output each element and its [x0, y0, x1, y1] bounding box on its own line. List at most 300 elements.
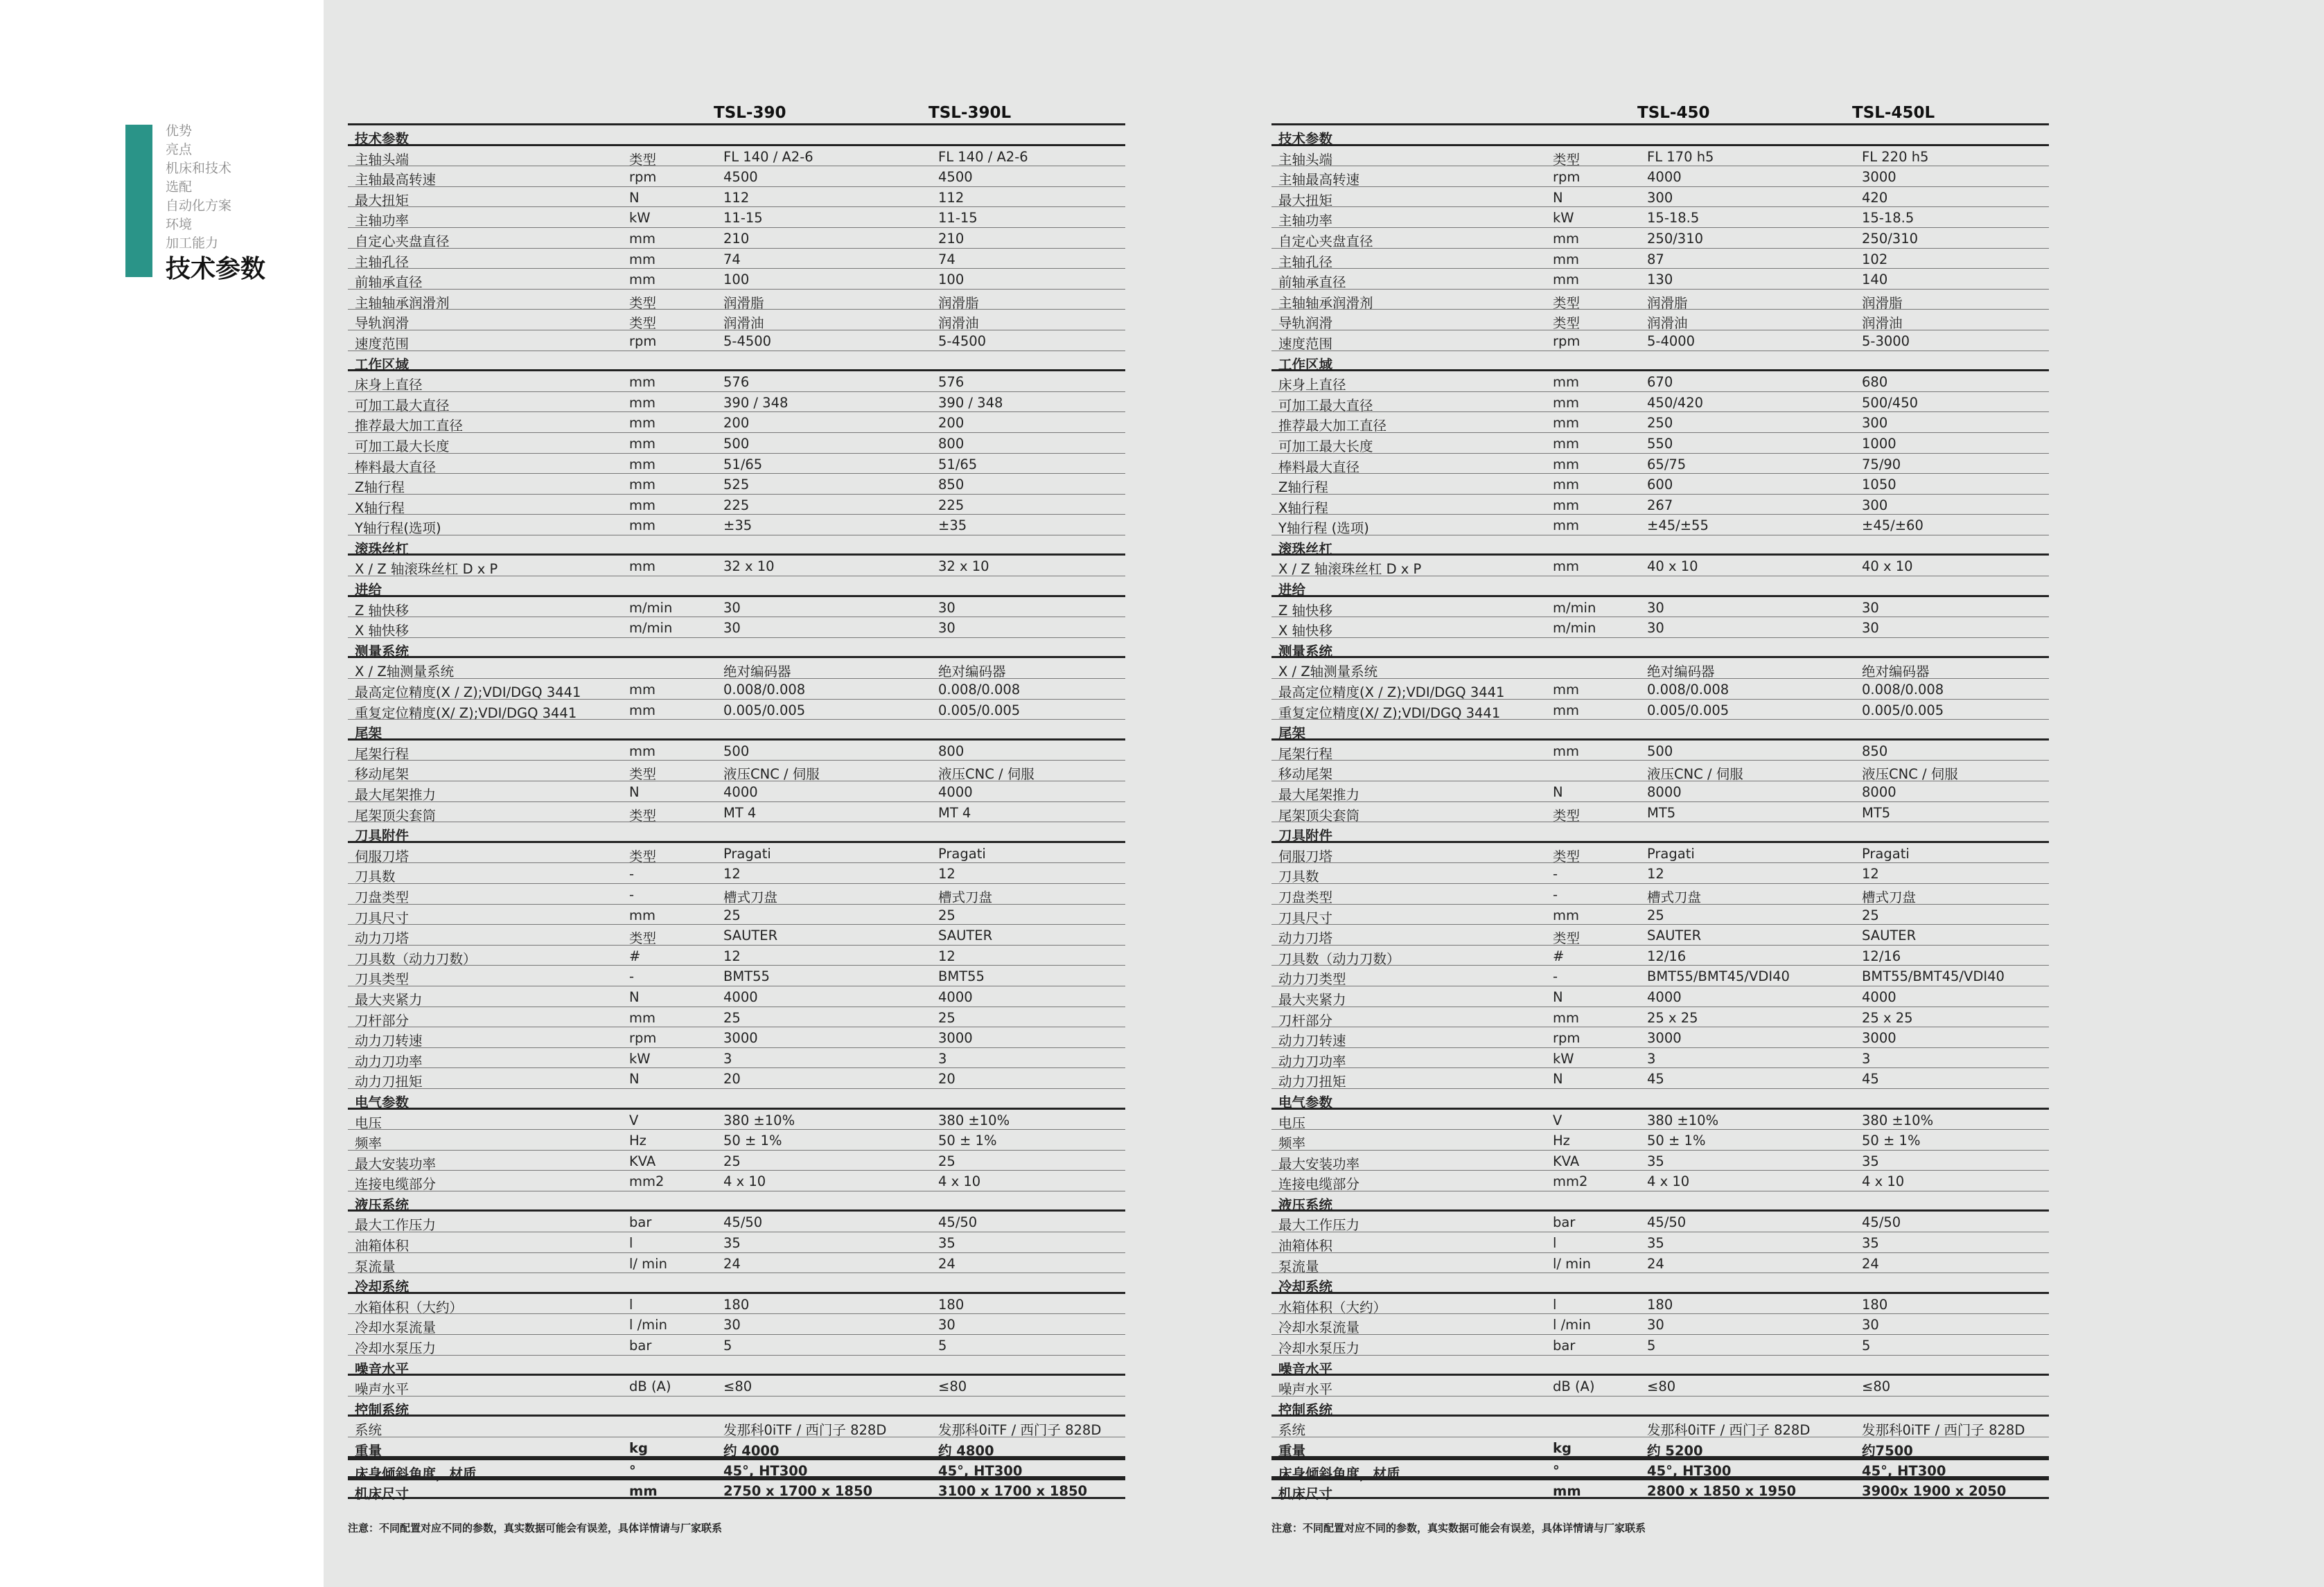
spec-row: [1271, 269, 2049, 290]
param-name: 床身上直径: [355, 377, 423, 393]
param-value-1: 45: [1647, 1071, 1664, 1088]
param-value-1: 3000: [1647, 1030, 1682, 1047]
nav-item-advantages[interactable]: 优势: [166, 123, 193, 139]
param-value-1: 50 ± 1%: [1647, 1133, 1706, 1149]
param-value-1: ≤80: [723, 1378, 752, 1395]
param-value-2: 420: [1862, 189, 1888, 206]
param-value-1: 5: [723, 1338, 732, 1354]
param-name: 尾架顶尖套筒: [1278, 807, 1360, 824]
spec-row: [1271, 700, 2049, 720]
param-name: Z 轴快移: [1278, 602, 1333, 619]
param-unit: kW: [629, 1050, 651, 1067]
param-value-1: 112: [723, 189, 750, 206]
param-name: 重量: [1278, 1443, 1306, 1459]
section-header-row: [1271, 535, 2049, 556]
param-name: 移动尾架: [355, 766, 410, 783]
param-value-2: 850: [1862, 743, 1888, 759]
param-value-2: 30: [1862, 1317, 1879, 1333]
param-value-1: MT 4: [723, 804, 757, 821]
param-value-2: 约 4800: [938, 1443, 994, 1459]
spec-row: [348, 1212, 1125, 1232]
param-value-1: 45°, HT300: [1647, 1462, 1732, 1479]
param-value-2: 380 ±10%: [938, 1112, 1010, 1128]
param-unit: dB (A): [629, 1378, 671, 1395]
param-value-1: 润滑脂: [1647, 294, 1688, 311]
spec-row: [1271, 146, 2049, 167]
param-value-1: 130: [1647, 272, 1673, 288]
spec-row: [348, 1171, 1125, 1191]
param-value-2: 680: [1862, 374, 1888, 391]
spec-row: [1271, 679, 2049, 700]
param-name: 测量系统: [355, 643, 410, 659]
param-value-2: 30: [938, 599, 956, 616]
nav-item-specs-active[interactable]: 技术参数: [166, 255, 266, 283]
param-unit: l: [1553, 1235, 1557, 1252]
spec-row: [348, 166, 1125, 187]
param-value-2: 8000: [1862, 784, 1896, 800]
section-header-row: [1271, 125, 2049, 146]
param-value-1: 210: [723, 230, 750, 247]
param-name: 最高定位精度(X / Z);VDI/DGQ 3441: [1278, 684, 1505, 701]
param-unit: -: [1553, 866, 1558, 883]
param-value-2: 12/16: [1862, 948, 1901, 964]
spec-row: [1271, 617, 2049, 638]
param-name: 主轴孔径: [1278, 254, 1333, 270]
spec-row: [348, 761, 1125, 781]
param-value-1: 0.005/0.005: [723, 702, 806, 718]
param-name: 最大夹紧力: [1278, 991, 1346, 1008]
param-value-1: 25: [723, 1009, 741, 1026]
spec-table-tsl-450: [1271, 101, 2049, 1502]
spec-row: [1271, 249, 2049, 269]
param-value-2: ±45/±60: [1862, 517, 1924, 534]
spec-row: [1271, 863, 2049, 884]
param-value-1: 润滑油: [1647, 315, 1688, 332]
param-name: 导轨润滑: [1278, 315, 1333, 332]
section-header-row: [1271, 1458, 2049, 1482]
param-unit: mm: [1553, 435, 1579, 452]
param-value-1: 500: [1647, 743, 1673, 759]
param-name: 刀具附件: [1278, 828, 1333, 844]
param-value-2: 4 x 10: [938, 1173, 981, 1190]
spec-row: [348, 1232, 1125, 1253]
param-value-1: BMT55: [723, 968, 770, 985]
param-value-2: 30: [938, 1317, 956, 1333]
nav-item-highlights[interactable]: 亮点: [166, 142, 193, 157]
param-value-1: 380 ±10%: [1647, 1112, 1719, 1128]
param-unit: N: [629, 189, 640, 206]
param-name: 尾架顶尖套筒: [355, 807, 437, 824]
param-value-1: 576: [723, 374, 750, 391]
param-value-2: 5-3000: [1862, 333, 1910, 349]
param-value-1: 30: [1647, 1317, 1664, 1333]
param-value-2: 绝对编码器: [938, 664, 1006, 680]
param-value-2: 4000: [938, 988, 973, 1005]
param-value-2: 75/90: [1862, 456, 1901, 472]
param-name: 动力刀功率: [1278, 1053, 1346, 1070]
param-name: 床身上直径: [1278, 377, 1346, 393]
spec-row: [348, 905, 1125, 925]
param-unit: N: [1553, 189, 1563, 206]
section-header-row: [1271, 1437, 2049, 1458]
param-unit: 类型: [629, 151, 657, 168]
param-unit: mm: [629, 272, 655, 288]
param-name: Z 轴快移: [355, 602, 410, 619]
param-unit: -: [629, 886, 635, 903]
param-name: 最大工作压力: [355, 1217, 437, 1234]
spec-row: [1271, 925, 2049, 946]
param-value-1: ±35: [723, 517, 752, 534]
spec-row: [348, 986, 1125, 1007]
spec-row: [1271, 1130, 2049, 1151]
spec-row: [348, 1335, 1125, 1356]
param-name: 系统: [355, 1422, 382, 1439]
nav-item-automation[interactable]: 自动化方案: [166, 198, 232, 213]
param-value-1: 润滑脂: [723, 294, 764, 311]
param-value-2: 0.005/0.005: [938, 702, 1021, 718]
spec-row: [348, 1294, 1125, 1315]
param-name: 主轴头端: [355, 151, 410, 168]
param-unit: mm: [1553, 477, 1579, 493]
param-value-2: 液压CNC / 伺服: [1862, 766, 1958, 783]
param-unit: mm: [629, 702, 655, 718]
param-name: 频率: [355, 1135, 382, 1152]
spec-row: [1271, 474, 2049, 495]
param-value-2: 30: [1862, 620, 1879, 637]
spec-row: [348, 1007, 1125, 1028]
param-value-2: SAUTER: [938, 928, 993, 944]
param-name: Y轴行程(选项): [355, 520, 441, 537]
param-value-2: 发那科0iTF / 西门子 828D: [1862, 1422, 2025, 1439]
spec-row: [1271, 207, 2049, 228]
param-value-1: 15-18.5: [1647, 210, 1700, 227]
param-name: 进给: [355, 582, 382, 599]
param-name: 液压系统: [355, 1196, 410, 1213]
param-value-2: 25: [1862, 907, 1879, 923]
param-value-1: 3: [1647, 1050, 1656, 1067]
param-value-1: 45/50: [723, 1214, 763, 1231]
spec-row: [348, 515, 1125, 535]
param-unit: -: [1553, 886, 1558, 903]
param-value-2: 润滑脂: [938, 294, 979, 311]
spec-row: [1271, 843, 2049, 864]
spec-row: [348, 617, 1125, 638]
param-value-2: 3000: [938, 1030, 973, 1047]
model-header: [1271, 101, 2049, 123]
param-value-2: 绝对编码器: [1862, 664, 1930, 680]
param-name: 进给: [1278, 582, 1306, 599]
param-unit: l/ min: [629, 1255, 667, 1272]
param-value-2: 74: [938, 251, 956, 267]
param-unit: mm: [1553, 230, 1579, 247]
param-name: 刀具数: [1278, 869, 1319, 885]
param-name: X 轴快移: [1278, 623, 1333, 639]
param-name: 最大尾架推力: [1278, 787, 1360, 803]
param-name: 伺服刀塔: [355, 848, 410, 865]
param-unit: mm: [1553, 272, 1579, 288]
param-value-2: 30: [1862, 599, 1879, 616]
param-name: 动力刀转速: [355, 1033, 423, 1049]
param-value-2: 3000: [1862, 169, 1896, 186]
param-name: 水箱体积（大约）: [355, 1299, 464, 1315]
param-value-2: 200: [938, 415, 965, 432]
param-unit: mm: [629, 456, 655, 472]
spec-row: [348, 884, 1125, 905]
param-unit: rpm: [1553, 333, 1581, 349]
param-name: 液压系统: [1278, 1196, 1333, 1213]
param-unit: mm: [629, 394, 655, 411]
param-value-1: SAUTER: [1647, 928, 1702, 944]
spec-row: [1271, 884, 2049, 905]
spec-row: [1271, 1417, 2049, 1437]
nav-item-options[interactable]: 选配: [166, 179, 193, 195]
param-value-2: 32 x 10: [938, 558, 989, 575]
param-value-1: 5: [1647, 1338, 1656, 1354]
param-value-1: BMT55/BMT45/VDI40: [1647, 968, 1790, 985]
param-unit: -: [1553, 968, 1558, 985]
spec-row: [348, 146, 1125, 167]
section-header-row: [1271, 1273, 2049, 1294]
footnote: 注意：不同配置对应不同的参数，真实数据可能会有误差，具体详情请与厂家联系: [348, 1522, 723, 1534]
param-unit: l: [1553, 1296, 1557, 1313]
param-value-1: 267: [1647, 497, 1673, 513]
param-value-1: 0.008/0.008: [1647, 682, 1729, 698]
param-name: 最高定位精度(X / Z);VDI/DGQ 3441: [355, 684, 581, 701]
param-unit: Hz: [629, 1133, 646, 1149]
param-value-1: 4 x 10: [723, 1173, 766, 1190]
param-value-1: 12: [723, 866, 741, 883]
param-name: 伺服刀塔: [1278, 848, 1333, 865]
nav-item-machine-tech[interactable]: 机床和技术: [166, 161, 232, 176]
param-name: 最大扭矩: [1278, 192, 1333, 209]
param-name: Z轴行程: [355, 479, 405, 496]
spec-row: [1271, 556, 2049, 576]
spec-row: [1271, 392, 2049, 413]
param-value-2: 45°, HT300: [1862, 1462, 1946, 1479]
param-value-2: BMT55: [938, 968, 985, 985]
param-value-1: 4500: [723, 169, 758, 186]
spec-row: [348, 392, 1125, 413]
spec-row: [348, 1253, 1125, 1274]
param-value-2: 3900x 1900 x 2050: [1862, 1483, 2007, 1500]
param-value-1: 35: [1647, 1235, 1664, 1252]
spec-row: [1271, 1151, 2049, 1171]
param-unit: kg: [1553, 1440, 1572, 1456]
param-unit: rpm: [629, 1030, 657, 1047]
spec-row: [1271, 515, 2049, 535]
param-name: 测量系统: [1278, 643, 1333, 659]
param-value-2: 液压CNC / 伺服: [938, 766, 1035, 783]
param-name: 冷却系统: [355, 1279, 410, 1295]
param-unit: m/min: [1553, 620, 1596, 637]
param-unit: #: [629, 948, 641, 964]
section-header-row: [348, 351, 1125, 372]
param-unit: m/min: [1553, 599, 1596, 616]
param-name: 最大夹紧力: [355, 991, 423, 1008]
param-value-2: 140: [1862, 272, 1888, 288]
param-value-2: 20: [938, 1071, 956, 1088]
spec-row: [348, 290, 1125, 310]
spec-row: [1271, 986, 2049, 1007]
param-value-2: 11-15: [938, 210, 978, 227]
spec-row: [1271, 658, 2049, 679]
param-value-2: 12: [1862, 866, 1879, 883]
nav-item-environment[interactable]: 环境: [166, 217, 193, 232]
param-name: 移动尾架: [1278, 766, 1333, 783]
param-name: 前轴承直径: [1278, 274, 1346, 291]
param-name: 滚珠丝杠: [1278, 540, 1333, 557]
param-unit: 类型: [1553, 151, 1581, 168]
param-name: 工作区域: [355, 356, 410, 373]
spec-row: [1271, 802, 2049, 823]
param-value-2: 30: [938, 620, 956, 637]
param-value-2: 4 x 10: [1862, 1173, 1905, 1190]
param-value-2: 约7500: [1862, 1443, 1913, 1459]
param-unit: 类型: [629, 766, 657, 783]
param-value-2: 800: [938, 435, 965, 452]
param-value-1: 0.008/0.008: [723, 682, 806, 698]
spec-row: [348, 1417, 1125, 1437]
param-name: 导轨润滑: [355, 315, 410, 332]
param-name: 冷却系统: [1278, 1279, 1333, 1295]
param-name: X / Z 轴滚珠丝杠 D x P: [1278, 561, 1422, 578]
param-value-1: 发那科0iTF / 西门子 828D: [1647, 1422, 1811, 1439]
section-header-row: [348, 1458, 1125, 1482]
param-name: 刀具数（动力刀数）: [355, 950, 477, 967]
param-value-2: 300: [1862, 497, 1888, 513]
param-value-1: 30: [723, 599, 741, 616]
param-unit: kW: [629, 210, 651, 227]
param-value-1: 25 x 25: [1647, 1009, 1698, 1026]
param-unit: m/min: [629, 599, 673, 616]
param-unit: mm: [629, 230, 655, 247]
nav-item-capability[interactable]: 加工能力: [166, 236, 219, 251]
param-value-2: 25: [938, 1009, 956, 1026]
section-header-row: [1271, 1397, 2049, 1417]
spec-row: [348, 187, 1125, 208]
spec-row: [1271, 741, 2049, 761]
spec-row: [1271, 1376, 2049, 1397]
spec-row: [348, 1376, 1125, 1397]
param-value-1: 2750 x 1700 x 1850: [723, 1483, 873, 1500]
param-name: 动力刀扭矩: [1278, 1074, 1346, 1090]
param-value-1: 4000: [723, 784, 758, 800]
param-value-2: 250/310: [1862, 230, 1919, 247]
param-value-2: 润滑油: [1862, 315, 1903, 332]
param-unit: 类型: [1553, 807, 1581, 824]
param-unit: mm: [629, 497, 655, 513]
spec-row: [348, 330, 1125, 351]
param-name: X轴行程: [1278, 499, 1328, 516]
nav-accent-bar: [125, 125, 152, 277]
param-unit: mm: [1553, 497, 1579, 513]
spec-row: [1271, 781, 2049, 802]
param-value-2: 35: [938, 1235, 956, 1252]
param-unit: N: [629, 1071, 640, 1088]
param-name: 主轴轴承润滑剂: [355, 294, 450, 311]
spec-row: [348, 781, 1125, 802]
param-value-2: 576: [938, 374, 965, 391]
section-header-row: [348, 1191, 1125, 1212]
spec-row: [348, 966, 1125, 986]
param-name: 冷却水泵流量: [1278, 1320, 1360, 1336]
section-header-row: [348, 1273, 1125, 1294]
param-value-1: 3000: [723, 1030, 758, 1047]
param-value-2: Pragati: [938, 845, 986, 862]
param-name: X 轴快移: [355, 623, 410, 639]
param-unit: rpm: [629, 333, 657, 349]
param-value-2: 槽式刀盘: [938, 889, 993, 905]
model-name: TSL-450: [1637, 104, 1710, 122]
param-value-1: 液压CNC / 伺服: [1647, 766, 1743, 783]
param-value-1: 2800 x 1850 x 1950: [1647, 1483, 1797, 1500]
spec-row: [348, 495, 1125, 515]
spec-row: [1271, 1027, 2049, 1048]
spec-row: [348, 1068, 1125, 1089]
param-value-2: 390 / 348: [938, 394, 1003, 411]
param-value-1: 87: [1647, 251, 1664, 267]
section-header-row: [348, 1356, 1125, 1376]
spec-row: [1271, 166, 2049, 187]
param-value-1: 51/65: [723, 456, 763, 472]
param-value-2: 5: [1862, 1338, 1871, 1354]
param-value-1: 润滑油: [723, 315, 764, 332]
param-value-1: 525: [723, 477, 750, 493]
param-name: 刀具尺寸: [1278, 910, 1333, 926]
spec-row: [348, 802, 1125, 823]
spec-row: [348, 1048, 1125, 1069]
param-name: 动力刀类型: [1278, 971, 1346, 988]
param-value-2: MT5: [1862, 804, 1891, 821]
param-value-1: 300: [1647, 189, 1673, 206]
param-value-2: 4000: [1862, 988, 1896, 1005]
footnote: 注意：不同配置对应不同的参数，真实数据可能会有误差，具体详情请与厂家联系: [1271, 1522, 1646, 1534]
param-name: 重量: [355, 1443, 382, 1459]
param-value-2: BMT55/BMT45/VDI40: [1862, 968, 2005, 985]
param-unit: l: [629, 1235, 633, 1252]
param-name: 技术参数: [355, 131, 410, 147]
section-header-row: [348, 822, 1125, 843]
spec-row: [1271, 1171, 2049, 1191]
param-value-2: 3: [938, 1050, 947, 1067]
param-value-2: 850: [938, 477, 965, 493]
spec-row: [1271, 1068, 2049, 1089]
param-name: 主轴最高转速: [1278, 172, 1360, 188]
param-unit: mm: [629, 251, 655, 267]
param-value-1: 3: [723, 1050, 732, 1067]
param-unit: mm2: [629, 1173, 664, 1190]
param-value-1: 65/75: [1647, 456, 1687, 472]
param-name: 推荐最大加工直径: [355, 418, 464, 434]
param-value-1: Pragati: [723, 845, 771, 862]
param-value-2: 225: [938, 497, 965, 513]
param-unit: KVA: [629, 1153, 656, 1169]
param-value-2: 40 x 10: [1862, 558, 1913, 575]
param-unit: rpm: [629, 169, 657, 186]
param-name: 刀杆部分: [1278, 1012, 1333, 1029]
param-value-1: Pragati: [1647, 845, 1695, 862]
model-name: TSL-390: [714, 104, 786, 122]
param-value-1: MT5: [1647, 804, 1676, 821]
param-unit: V: [629, 1112, 639, 1128]
param-name: 刀盘类型: [1278, 889, 1333, 905]
param-value-2: 0.005/0.005: [1862, 702, 1944, 718]
param-value-2: 35: [1862, 1235, 1879, 1252]
param-value-2: 112: [938, 189, 965, 206]
param-unit: mm: [1553, 907, 1579, 923]
section-header-row: [348, 576, 1125, 597]
param-value-1: 180: [723, 1296, 750, 1313]
